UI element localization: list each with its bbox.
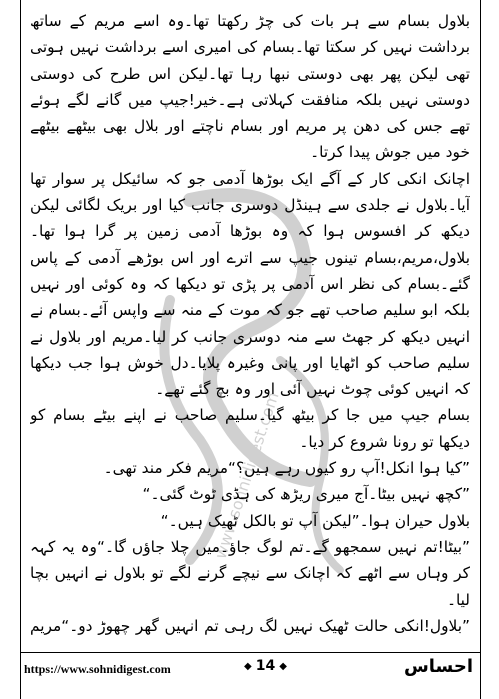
ornament-right-icon: ◆ (279, 660, 287, 672)
paragraph: ”بلاول!انکی حالت ٹھیک نہیں لگ رہی تم انہیں گھر چھوڑ دو۔“مریم (30, 616, 470, 635)
page-number (240, 658, 291, 674)
page-footer (20, 652, 481, 692)
story-title: احساس (403, 656, 473, 677)
paragraph: بسام جیپ میں جا کر بیٹھ گیا۔سلیم صاحب نے اپنے بیٹے بسام کو دیکھا تو رونا شروع کر دیا۔ (30, 406, 470, 451)
page-number-value: 14 (255, 658, 276, 674)
paragraph: بلاول بسام سے ہر بات کی چڑ رکھتا تھا۔وہ اسے مریم کے ساتھ برداشت نہیں کر سکتا تھا۔بسام کی امیری اسے برداشت نہیں ہوتی تھی لیکن پھر بھی دوستی نبھا رہا تھا۔لیکن اس طرح کی دوستی دوستی نہیں بلکہ منافقت کہلاتی ہے۔خیر!جیپ میں گانے لگے ہوئے تھے جس کی دھن پر مریم اور بسام ناچتے اور بلال بھی بیٹھے بیٹھے خود میں جوش پیدا کرتا۔ (30, 12, 470, 162)
footer-website-link[interactable]: https://www.sohnidigest.com (24, 662, 171, 676)
paragraph: بلاول حیران ہوا۔”لیکن آپ تو بالکل ٹھیک ہیں۔“ (160, 511, 470, 530)
paragraph: ”بیٹا!تم نہیں سمجھو گے۔تم لوگ جاؤ۔میں چلا جاؤں گا۔“وہ یہ کہہ کر وہاں سے اٹھے کہ اچانک سے نیچے گرنے لگے تو بلاول نے انہیں بچا لیا۔ (30, 537, 470, 609)
paragraph: ”کیا ہوا انکل!آپ رو کیوں رہے ہیں؟“مریم فکر مند تھی۔ (103, 459, 470, 478)
paragraph: اچانک انکی کار کے آگے ایک بوڑھا آدمی جو کہ سائیکل پر سوار تھا آیا۔بلاول نے جلدی سے ہینڈل دوسری جانب کیا اور بریک لگائی لیکن دیکھ کر افسوس ہوا کہ وہ بوڑھا آدمی زمین پر گرا ہوا تھا۔بلاول،مریم،بسام تینوں جیپ سے اترے اور اس بوڑھے آدمی کے پاس گئے۔بسام کی نظر اس آدمی پر پڑی تو دیکھا کہ وہ کوئی اور نہیں بلکہ ابو سلیم صاحب تھے جو کہ موت کے منہ سے واپس آئے۔بسام نے انہیں دیکھ کر جھٹ سے منہ دوسری جانب کر لیا۔مریم اور بلاول نے سلیم صاحب کو اٹھایا اور پانی وغیرہ پلایا۔دل خوش ہوا جب دیکھا کہ انہیں کوئی چوٹ نہیں آئی اور وہ بچ گئے تھے۔ (30, 169, 470, 399)
ornament-left-icon: ◆ (244, 660, 252, 672)
footer-divider (20, 652, 481, 653)
svg-text:www.sohnidigest.com: www.sohnidigest.com (210, 389, 283, 562)
paragraph: ”کچھ نہیں بیٹا۔آج میری ریڑھ کی ہڈی ٹوٹ گئی۔“ (142, 485, 470, 504)
article-body (30, 8, 470, 638)
